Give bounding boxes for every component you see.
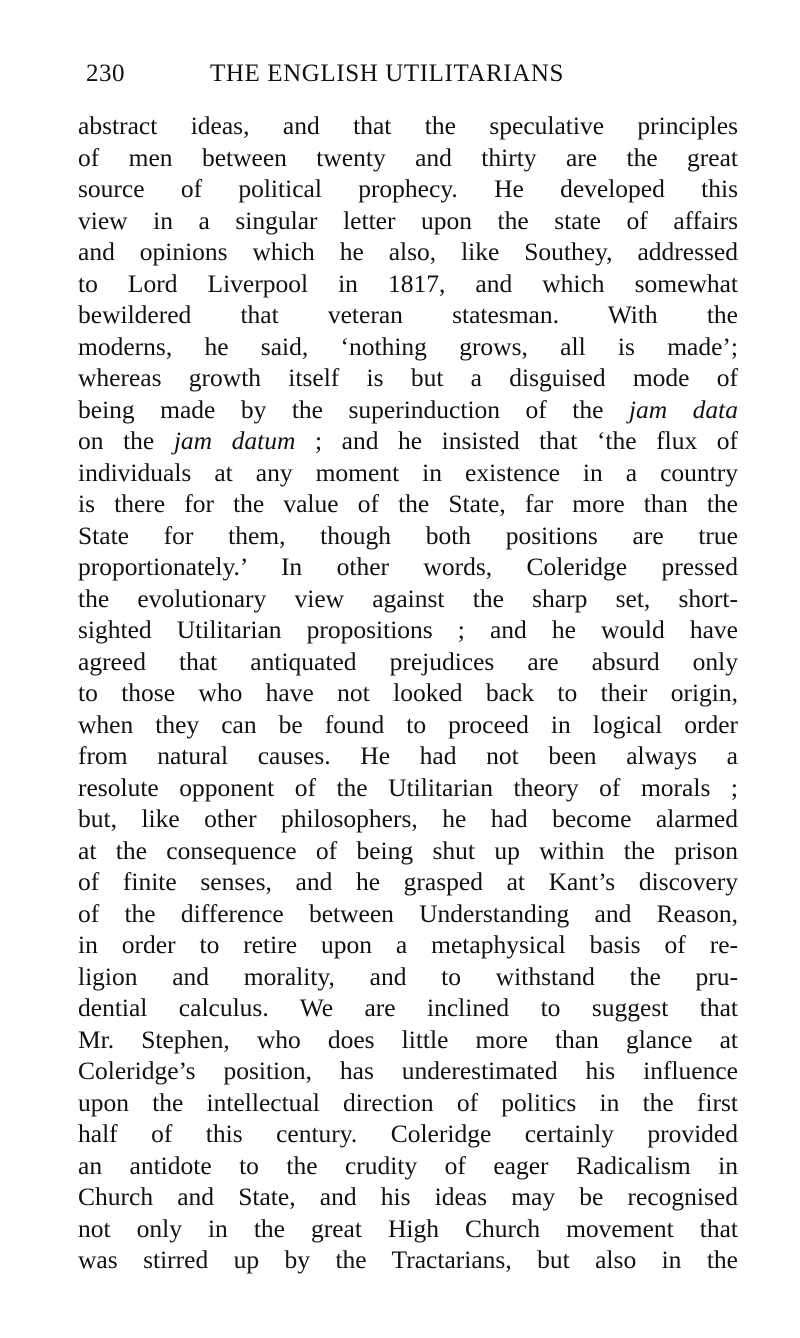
text-line: not only in the great High Church movement that (78, 1213, 738, 1243)
text-line: upon the intellectual direction of politics in the first (78, 1087, 738, 1117)
text-line: of the difference between Understanding and Reason, (78, 898, 738, 928)
text-line: moderns, he said, ‘nothing grows, all is made’; (78, 331, 738, 361)
italic-phrase: jam datum (173, 426, 296, 455)
text-line: of men between twenty and thirty are the great (78, 142, 738, 172)
text-line: individuals at any moment in existence in a country (78, 457, 738, 487)
italic-phrase: jam data (628, 394, 738, 424)
running-head (86, 56, 726, 92)
text-line: to those who have not looked back to their origin, (78, 678, 738, 707)
text-line: was stirred up by the Tractarians, but also in the (78, 1245, 738, 1274)
text-line: in order to retire upon a metaphysical basis of re- (78, 930, 738, 959)
text-line: an antidote to the crudity of eager Radicalism in (78, 1150, 738, 1180)
text-line: proportionately.’ In other words, Coleridge pressed (78, 552, 738, 581)
text-line: source of political prophecy. He developed this (78, 174, 738, 203)
text-line: abstract ideas, and that the speculative principles (78, 111, 738, 140)
text-line: Coleridge’s position, has underestimated his influence (78, 1056, 738, 1085)
text-line: is there for the value of the State, far more than the (78, 489, 738, 518)
text-line: agreed that antiquated prejudices are absurd only (78, 646, 738, 676)
text-line: from natural causes. He had not been always a (78, 741, 738, 770)
text-line: and opinions which he also, like Southey, addressed (78, 237, 738, 266)
text-line: resolute opponent of the Utilitarian theory of morals ; (78, 772, 738, 802)
text-line: bewildered that veteran statesman. With the (78, 300, 738, 329)
body-text (78, 110, 738, 1276)
book-title: THE ENGLISH UTILITARIANS (210, 60, 565, 87)
text-line: State for them, though both positions are true (78, 520, 738, 550)
line-suffix: ; and he insisted that ‘the flux of (314, 426, 739, 455)
text-line: but, like other philosophers, he had become alarmed (78, 804, 738, 833)
text-line: when they can be found to proceed in logical order (78, 709, 738, 739)
text-line: dential calculus. We are inclined to suggest that (78, 993, 738, 1022)
page-number: 230 (86, 60, 125, 87)
text-line-with-italic (78, 425, 738, 457)
text-line: the evolutionary view against the sharp set, short- (78, 583, 738, 613)
text-line: Church and State, and his ideas may be recognised (78, 1182, 738, 1211)
text-line: of finite senses, and he grasped at Kant’s discovery (78, 867, 738, 896)
text-line: to Lord Liverpool in 1817, and which somewhat (78, 268, 738, 298)
line-prefix: on the (78, 426, 155, 455)
line-prefix: being made by the superinduction of the (78, 394, 604, 424)
text-line: sighted Utilitarian propositions ; and he would have (78, 615, 738, 644)
text-line: whereas growth itself is but a disguised mode of (78, 363, 738, 392)
text-line: ligion and morality, and to withstand the pru- (78, 961, 738, 991)
text-line: view in a singular letter upon the state of affairs (78, 205, 738, 235)
text-line: at the consequence of being shut up within the prison (78, 835, 738, 865)
text-line-with-italic (78, 394, 738, 426)
text-line: half of this century. Coleridge certainly provided (78, 1119, 738, 1148)
text-line: Mr. Stephen, who does little more than glance at (78, 1024, 738, 1054)
